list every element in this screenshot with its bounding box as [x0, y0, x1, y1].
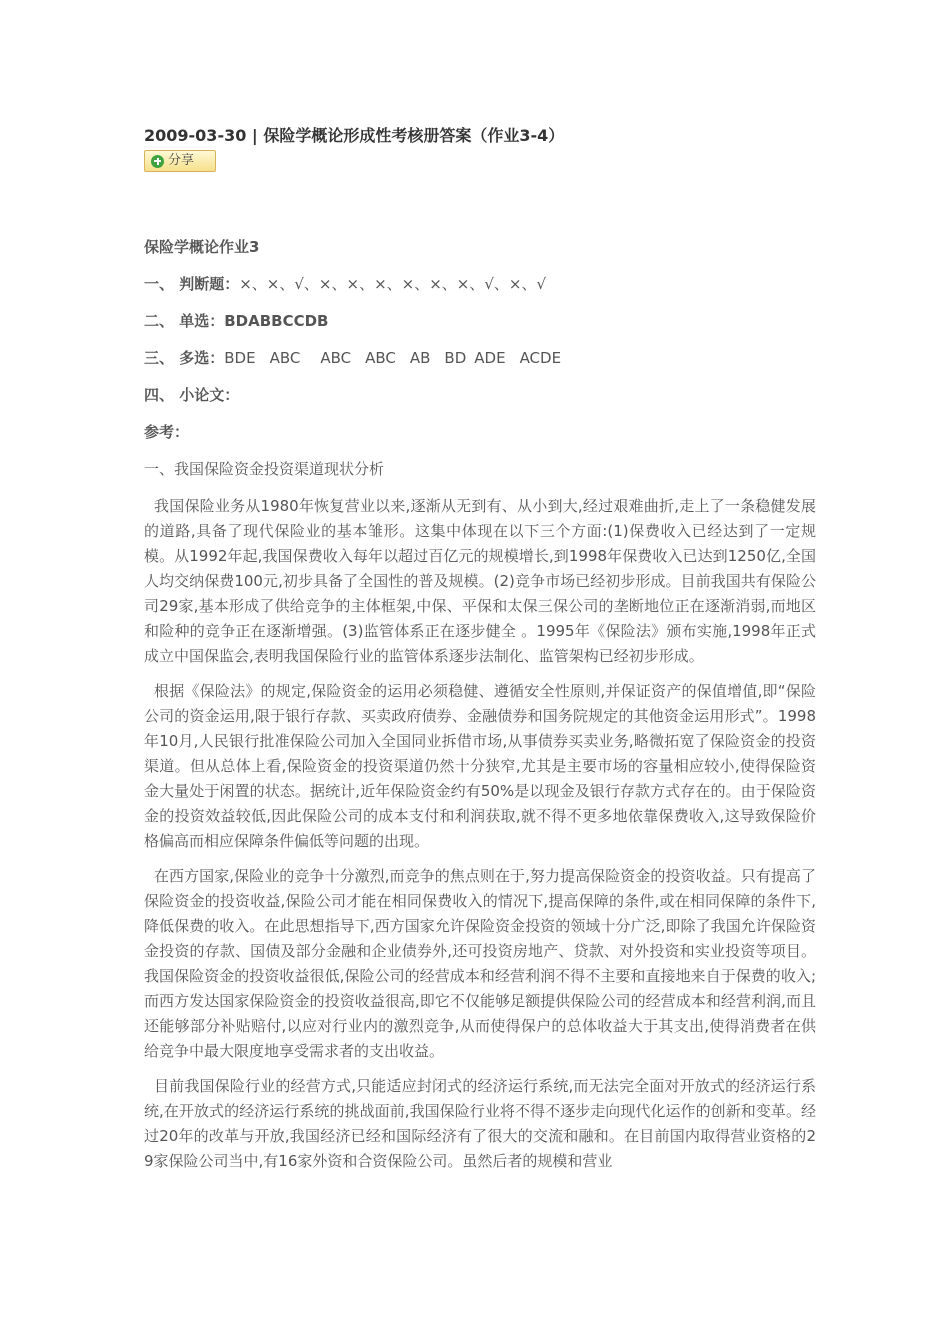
mc-answer: ACDE [519, 349, 562, 367]
mc-answer: ABC [320, 349, 352, 367]
share-button-label: 分享 [168, 153, 195, 168]
true-false-values: ×、×、√、×、×、×、×、×、×、√、×、√ [239, 275, 547, 293]
blog-post [144, 124, 816, 1174]
essay-label: 四、 小论文： [144, 386, 240, 404]
single-choice-answers [144, 310, 816, 332]
mc-answer: ADE [474, 349, 506, 367]
essay-subheading: 一、我国保险资金投资渠道现状分析 [144, 460, 385, 478]
essay-paragraph: 目前我国保险行业的经营方式,只能适应封闭式的经济运行系统,而无法完全面对开放式的经济运行系统,在开放式的经济运行系统的挑战面前,我国保险行业将不得不逐步走向现代化运作的创新和变革。经过20年的改革与开放,我国经济已经和国际经济有了很大的交流和融和。在目前国内取得营业资格的29家保险公司当中,有16家外资和合资保险公司。虽然后者的规模和营业 [144, 1077, 816, 1170]
single-choice-values: BDABBCCDB [224, 312, 329, 330]
mc-answer: ABC [365, 349, 396, 367]
true-false-label: 一、 判断题： [144, 275, 240, 293]
homework-heading: 保险学概论作业3 [144, 238, 260, 256]
essay-paragraph: 在西方国家,保险业的竞争十分激烈,而竞争的焦点则在于,努力提高保险资金的投资收益。只有提高了保险资金的投资收益,保险公司才能在相同保费收入的情况下,提高保障的条件,或在相同保障的条件下,降低保费的收入。在此思想指导下,西方国家允许保险资金投资的领域十分广泛,即除了我国允许保险资金投资的存款、国债及部分金融和企业债券外,还可投资房地产、贷款、对外投资和实业投资等项目。我国保险资金的投资收益很低,保险公司的经营成本和经营利润不得不主要和直接地来自于保费的收入;而西方发达国家保险资金的投资收益很高,即它不仅能够足额提供保险公司的经营成本和经营利润,而且还能够部分补贴赔付,以应对行业内的激烈竞争,从而使得保户的总体收益大于其支出,使得消费者在供给竞争中最大限度地享受需求者的支出收益。 [144, 867, 816, 1060]
reference-label: 参考： [144, 423, 190, 441]
post-title: 2009-03-30 | 保险学概论形成性考核册答案（作业3-4） [144, 126, 565, 145]
true-false-answers [144, 273, 816, 295]
multiple-choice-answers [144, 347, 816, 369]
multiple-choice-label: 三、 多选： [144, 349, 225, 367]
mc-answer: ABC [269, 349, 301, 367]
mc-answer: BD [444, 349, 467, 367]
share-button[interactable] [144, 150, 216, 172]
single-choice-label: 二、 单选： [144, 312, 225, 330]
mc-answer: AB [409, 349, 431, 367]
essay-paragraph: 我国保险业务从1980年恢复营业以来,逐渐从无到有、从小到大,经过艰难曲折,走上了一条稳健发展的道路,具备了现代保险业的基本雏形。这集中体现在以下三个方面:(1)保费收入已经达到了一定规模。从1992年起,我国保费收入每年以超过百亿元的规模增长,到1998年保费收入已达到1250亿,全国人均交纳保费100元,初步具备了全国性的普及规模。(2)竞争市场已经初步形成。目前我国共有保险公司29家,基本形成了供给竞争的主体框架,中保、平保和太保三保公司的垄断地位正在逐渐消弱,而地区和险种的竞争正在逐渐增强。(3)监管体系正在逐步健全 。1995年《保险法》颁布实施,1998年正式成立中国保监会,表明我国保险行业的监管体系逐步法制化、监管架构已经初步形成。 [144, 497, 816, 665]
mc-answer: BDE [224, 349, 256, 367]
plus-icon [151, 155, 164, 168]
essay-paragraph: 根据《保险法》的规定,保险资金的运用必须稳健、遵循安全性原则,并保证资产的保值增值,即“保险公司的资金运用,限于银行存款、买卖政府债券、金融债券和国务院规定的其他资金运用形式”。1998年10月,人民银行批准保险公司加入全国同业拆借市场,从事债券买卖业务,略微拓宽了保险资金的投资渠道。但从总体上看,保险资金的投资渠道仍然十分狭窄,尤其是主要市场的容量相应较小,使得保险资金大量处于闲置的状态。据统计,近年保险资金约有50%是以现金及银行存款方式存在的。由于保险资金的投资效益较低,因此保险公司的成本支付和利润获取,就不得不更多地依靠保费收入,这导致保险价格偏高而相应保障条件偏低等问题的出现。 [144, 682, 816, 850]
